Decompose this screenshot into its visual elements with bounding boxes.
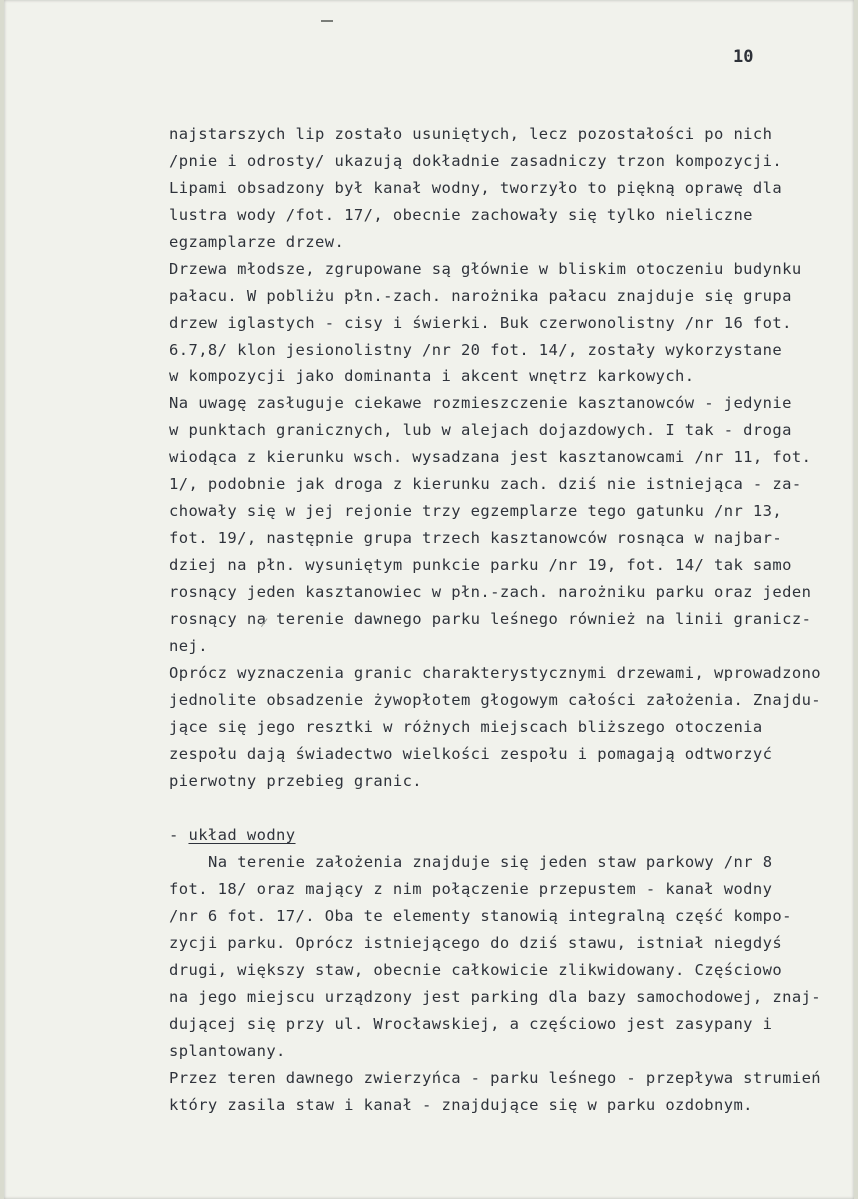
text-line: fot. 19/, następnie grupa trzech kasztanowców rosnąca w najbar- <box>169 529 783 547</box>
page-number: 10 <box>733 47 754 67</box>
text-line: rosnący jeden kasztanowiec w płn.-zach. narożniku parku oraz jeden <box>169 583 812 601</box>
text-line: fot. 18/ oraz mający z nim połączenie przepustem - kanał wodny <box>169 880 773 898</box>
text-line: wiodąca z kierunku wsch. wysadzana jest kasztanowcami /nr 11, fot. <box>169 448 812 466</box>
text-line: 1/, podobnie jak droga z kierunku zach. dziś nie istniejąca - za- <box>169 475 802 493</box>
text-line: rosnący na terenie dawnego parku leśnego również na linii granicz- <box>169 610 812 628</box>
heading-title: układ wodny <box>188 826 296 844</box>
text-line: Lipami obsadzony był kanał wodny, tworzyło to piękną oprawę dla <box>169 179 783 197</box>
text-line: jednolite obsadzenie żywopłotem głogowym całości założenia. Znajdu- <box>169 691 822 709</box>
text-line: /pnie i odrosty/ ukazują dokładnie zasadniczy trzon kompozycji. <box>169 152 783 170</box>
text-line: Drzewa młodsze, zgrupowane są głównie w bliskim otoczeniu budynku <box>169 260 802 278</box>
typewritten-page <box>4 0 854 1199</box>
text-line: drugi, większy staw, obecnie całkowicie zlikwidowany. Częściowo <box>169 961 783 979</box>
text-line: dziej na płn. wysuniętym punkcie parku /nr 19, fot. 14/ tak samo <box>169 556 792 574</box>
section-heading <box>169 825 296 845</box>
text-line: zespołu dają świadectwo wielkości zespołu i pomagają odtworzyć <box>169 745 773 763</box>
text-line: /nr 6 fot. 17/. Oba te elementy stanowią integralną część kompo- <box>169 907 792 925</box>
text-line: splantowany. <box>169 1042 286 1060</box>
text-line: zycji parku. Oprócz istniejącego do dziś stawu, istniał niegdyś <box>169 934 783 952</box>
text-line: drzew iglastych - cisy i świerki. Buk czerwonolistny /nr 16 fot. <box>169 314 792 332</box>
text-line: 6.7,8/ klon jesionolistny /nr 20 fot. 14/, zostały wykorzystane <box>169 341 783 359</box>
text-line: dującej się przy ul. Wrocławskiej, a częściowo jest zasypany i <box>169 1015 773 1033</box>
text-line: Oprócz wyznaczenia granic charakterystycznymi drzewami, wprowadzono <box>169 664 822 682</box>
text-line: Na terenie założenia znajduje się jeden staw parkowy /nr 8 <box>208 853 773 871</box>
top-ink-mark <box>321 20 333 22</box>
text-line: jące się jego resztki w różnych miejscach bliższego otoczenia <box>169 718 763 736</box>
text-line: egzamplarze drzew. <box>169 233 345 251</box>
text-line: nej. <box>169 637 208 655</box>
text-line: w punktach granicznych, lub w alejach dojazdowych. I tak - droga <box>169 421 792 439</box>
text-line: w kompozycji jako dominanta i akcent wnętrz karkowych. <box>169 367 695 385</box>
text-line: pałacu. W pobliżu płn.-zach. narożnika pałacu znajduje się grupa <box>169 287 792 305</box>
text-line: chowały się w jej rejonie trzy egzemplarze tego gatunku /nr 13, <box>169 502 783 520</box>
heading-dash: - <box>169 826 189 844</box>
text-line: Przez teren dawnego zwierzyńca - parku leśnego - przepływa strumień <box>169 1069 822 1087</box>
text-line: pierwotny przebieg granic. <box>169 772 423 790</box>
text-line: który zasila staw i kanał - znajdujące się w parku ozdobnym. <box>169 1096 753 1114</box>
text-line: lustra wody /fot. 17/, obecnie zachowały się tylko nieliczne <box>169 206 753 224</box>
text-line: najstarszych lip zostało usuniętych, lecz pozostałości po nich <box>169 125 773 143</box>
text-line: Na uwagę zasługuje ciekawe rozmieszczenie kasztanowców - jedynie <box>169 394 792 412</box>
text-line: na jego miejscu urządzony jest parking dla bazy samochodowej, znaj- <box>169 988 822 1006</box>
